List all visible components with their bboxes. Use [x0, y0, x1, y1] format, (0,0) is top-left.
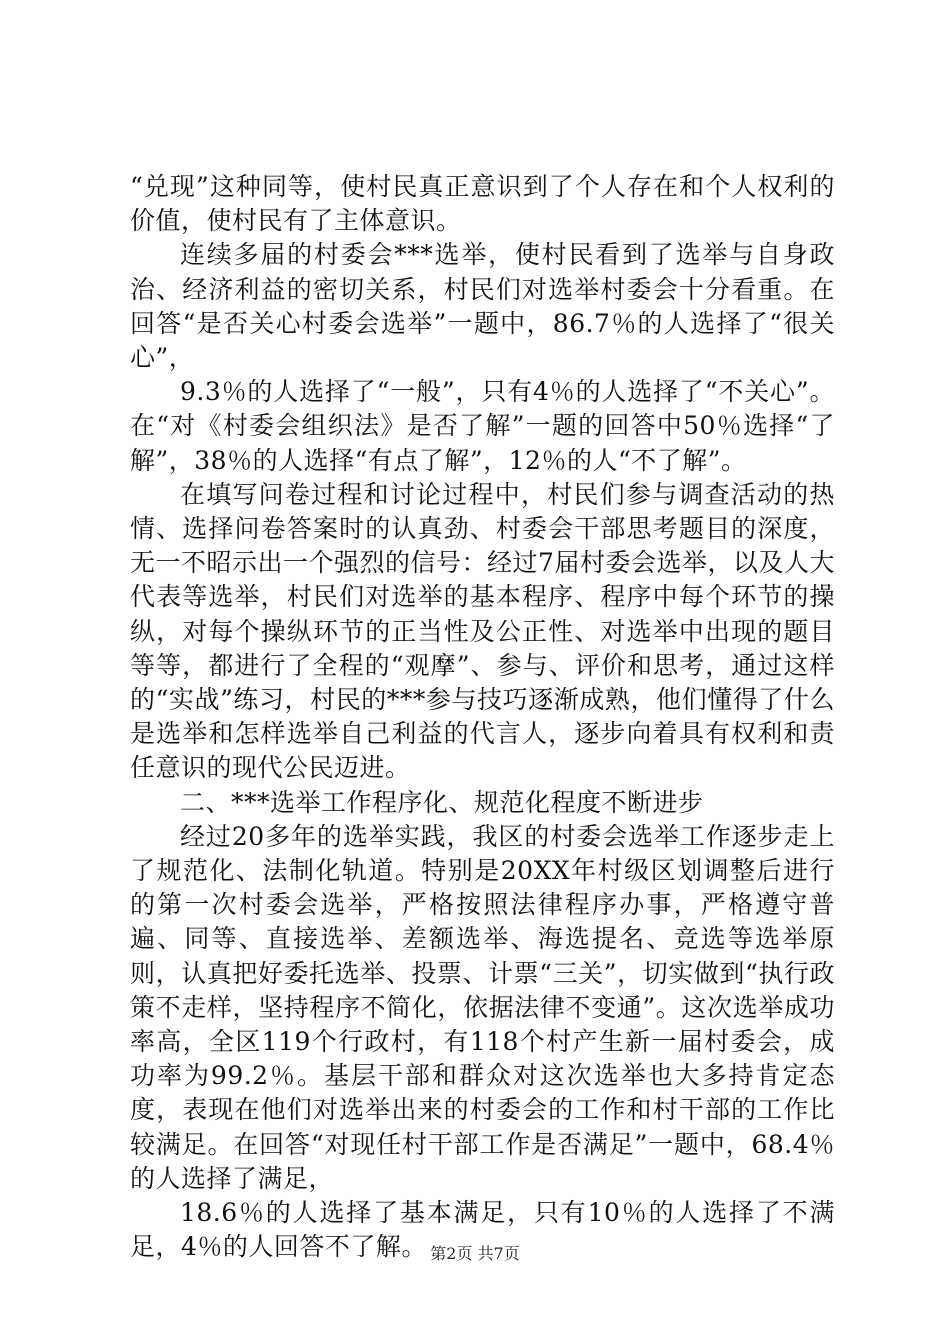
- page-footer: 第2页 共7页: [430, 1244, 520, 1263]
- paragraph: 连续多届的村委会***选举，使村民看到了选举与自身政治、经济利益的密切关系，村民们对选举村委会十分看重。在回答“是否关心村委会选举”一题中，86.7％的人选择了“很关心”，: [130, 240, 835, 373]
- paragraph: 9.3％的人选择了“一般”，只有4％的人选择了“不关心”。在“对《村委会组织法》是否了解”一题的回答中50％选择“了解”，38％的人选择“有点了解”，12％的人“不了解”。: [130, 377, 835, 475]
- paragraph: 18.6％的人选择了基本满足，只有10％的人选择了不满足，4％的人回答不了解。: [130, 1198, 835, 1262]
- paragraph: 在填写问卷过程和讨论过程中，村民们参与调查活动的热情、选择问卷答案时的认真劲、村委会干部思考题目的深度，无一不昭示出一个强烈的信号：经过7届村委会选举，以及人大代表等选举，村民们对选举的基本程序、程序中每个环节的操纵，对每个操纵环节的正当性及公正性、对选举中出现的题目等等，都进行了全程的“观摩”、参与、评价和思考，通过这样的“实战”练习，村民的***参与技巧逐渐成熟，他们懂得了什么是选举和怎样选举自己利益的代言人，逐步向着具有权利和责任意识的现代公民迈进。: [130, 479, 835, 783]
- paragraph: 经过20多年的选举实践，我区的村委会选举工作逐步走上了规范化、法制化轨道。特别是20XX年村级区划调整后进行的第一次村委会选举，严格按照法律程序办事，严格遵守普遍、同等、直接选举、差额选举、海选提名、竞选等选举原则，认真把好委托选举、投票、计票“三关”，切实做到“执行政策不走样，坚持程序不简化，依据法律不变通”。这次选举成功率高，全区119个行政村，有118个村产生新一届村委会，成功率为99.2％。基层干部和群众对这次选举也大多持肯定态度，表现在他们对选举出来的村委会的工作和村干部的工作比较满足。在回答“对现任村干部工作是否满足”一题中，68.4％的人选择了满足，: [130, 821, 835, 1193]
- document-body: [130, 170, 835, 1265]
- paragraph-continuation: “兑现”这种同等，使村民真正意识到了个人存在和个人权利的价值，使村民有了主体意识。: [130, 172, 835, 236]
- section-heading: 二、***选举工作程序化、规范化程度不断进步: [180, 787, 704, 817]
